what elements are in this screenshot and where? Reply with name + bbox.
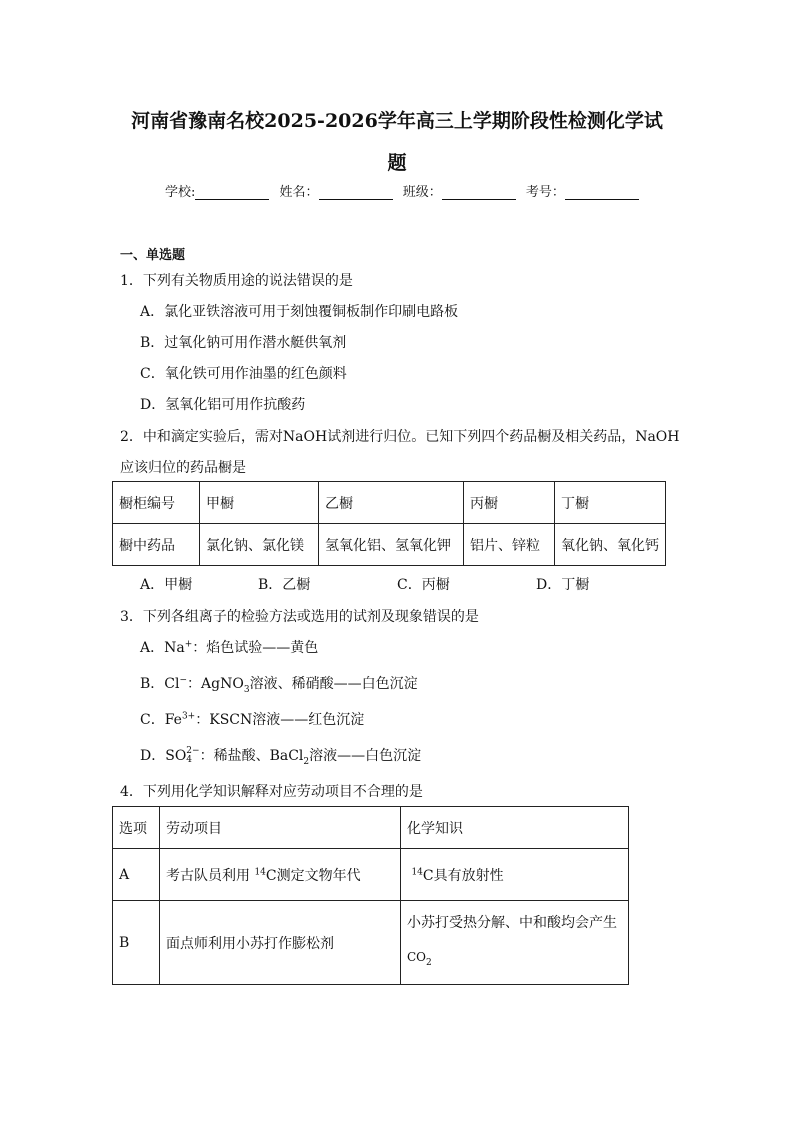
cell-text: 考古队员利用 [166,867,255,884]
table-row [113,849,629,901]
table-cell: 面点师利用小苏打作膨松剂 [160,901,401,985]
table-row [113,524,666,566]
superscript: 14 [254,866,266,877]
class-field[interactable] [442,186,516,200]
table-cell: 氯化钠、氯化镁 [200,524,319,566]
table-cell: A [113,849,160,901]
option-text: A．Na [140,640,185,656]
table-cell: 选项 [113,807,160,849]
option-text: ：AgNO [187,676,244,692]
table-cell: 劳动项目 [160,807,401,849]
table-cell: 乙橱 [319,482,464,524]
subscript: 4 [186,755,193,765]
superscript: 14 [411,866,423,877]
table-cell: 橱柜编号 [113,482,200,524]
question-1-option-a[interactable]: A．氯化亚铁溶液可用于刻蚀覆铜板制作印刷电路板 [140,304,459,320]
table-cell [401,901,629,985]
name-label: 姓名： [279,185,319,200]
table-cell [401,849,629,901]
question-2-option-b[interactable]: B．乙橱 [258,577,311,593]
question-2-option-c[interactable]: C．丙橱 [397,577,450,593]
school-label: 学校: [165,185,196,200]
question-3-option-c[interactable] [140,709,364,729]
table-cell: 氧化钠、氧化钙 [555,524,666,566]
option-text: 溶液、稀硝酸——白色沉淀 [249,676,418,692]
question-3-option-b[interactable] [140,673,418,695]
superscript: 2− [186,746,200,756]
cell-text: C测定文物年代 [265,867,361,884]
cabinet-table [112,481,666,566]
table-cell: 氢氧化铝、氢氧化钾 [319,524,464,566]
table-header-row [113,807,629,849]
table-cell [160,849,401,901]
exam-no-field[interactable] [565,186,639,200]
superscript: 3+ [181,711,196,722]
question-3-option-d[interactable] [140,745,421,767]
option-text: C．Fe [140,712,182,728]
option-text: ：KSCN溶液——红色沉淀 [195,712,365,728]
table-cell: 橱中药品 [113,524,200,566]
exam-no-label: 考号： [525,185,565,200]
class-label: 班级： [402,185,442,200]
cell-text: C具有放射性 [422,867,504,884]
subscript: 2 [303,756,310,767]
question-3-stem: 3．下列各组离子的检验方法或选用的试剂及现象错误的是 [120,609,479,625]
option-text: ：焰色试验——黄色 [192,640,319,656]
question-2-stem-cont: 应该归位的药品橱是 [120,460,246,476]
table-row [113,901,629,985]
student-info-line [165,181,645,200]
school-field[interactable] [195,186,269,200]
question-1-stem: 1．下列有关物质用途的说法错误的是 [120,273,353,289]
question-3-option-a[interactable] [140,637,318,657]
question-2-option-a[interactable]: A．甲橱 [140,577,193,593]
ion-charge-stack [186,747,199,765]
section-heading: 一、单选题 [120,248,186,263]
option-text: B．Cl [140,676,180,692]
superscript: − [179,675,188,686]
table-cell: B [113,901,160,985]
subscript: 2 [426,957,432,968]
option-text: ：稀盐酸、BaCl [199,748,304,764]
cell-text: 小苏打受热分解、中和酸均会产生 [407,914,617,931]
superscript: + [184,639,193,650]
table-cell: 化学知识 [401,807,629,849]
option-text: 溶液——白色沉淀 [309,748,422,764]
page-title-line2: 题 [387,152,407,174]
table-cell: 丙橱 [464,482,555,524]
question-1-option-d[interactable]: D．氢氧化铝可用作抗酸药 [140,397,306,413]
table-cell: 丁橱 [555,482,666,524]
cell-text: CO [407,949,427,964]
table-cell: 铝片、锌粒 [464,524,555,566]
question-1-option-b[interactable]: B．过氧化钠可用作潜水艇供氧剂 [140,335,347,351]
question-1-option-c[interactable]: C．氧化铁可用作油墨的红色颜料 [140,366,347,382]
subscript: 3 [243,684,250,695]
page-title: 河南省豫南名校2025-2026学年高三上学期阶段性检测化学试 [131,110,663,132]
option-text: D．SO [140,748,187,764]
name-field[interactable] [319,186,393,200]
question-2-stem: 2．中和滴定实验后，需对NaOH试剂进行归位。已知下列四个药品橱及相关药品，NaOH [120,429,680,445]
question-4-stem: 4．下列用化学知识解释对应劳动项目不合理的是 [120,784,423,800]
table-cell: 甲橱 [200,482,319,524]
question-2-option-d[interactable]: D．丁橱 [536,577,590,593]
labor-table [112,806,629,985]
table-header-row [113,482,666,524]
